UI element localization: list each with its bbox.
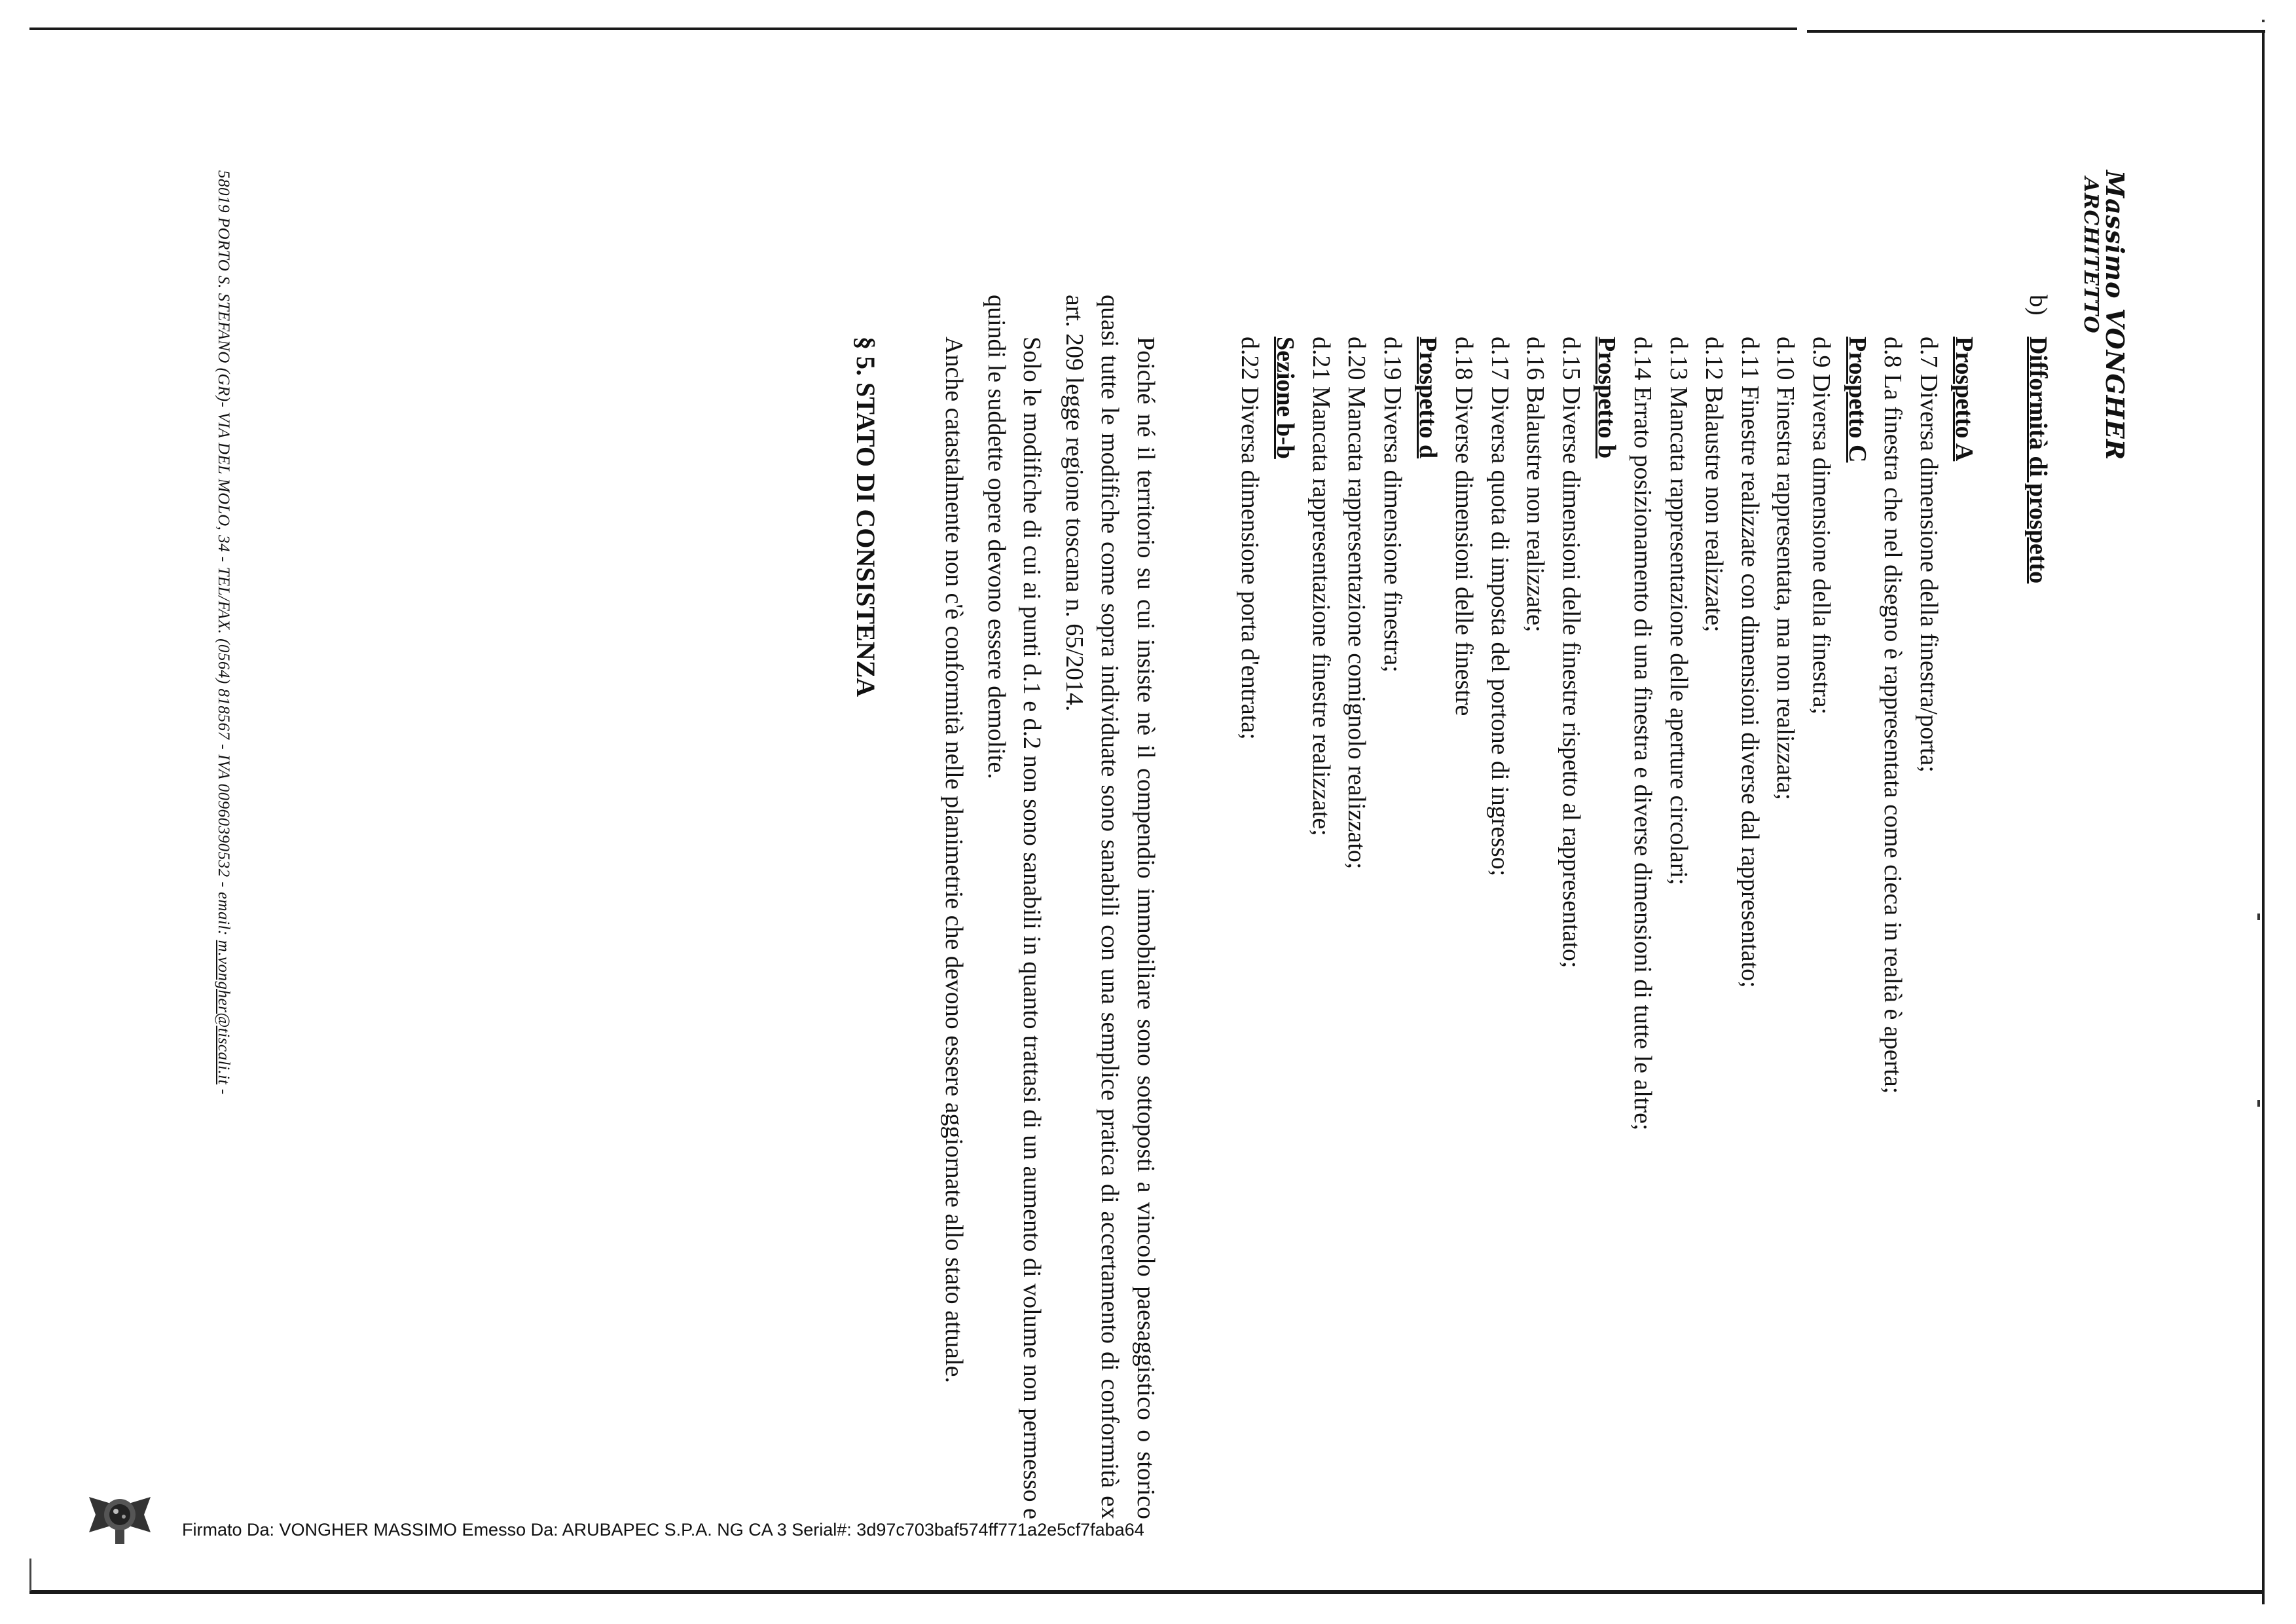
list-item: d.7 Diversa dimensione della finestra/porta; — [1914, 337, 1942, 773]
signature-line: Firmato Da: VONGHER MASSIMO Emesso Da: ARUBAPEC S.P.A. NG CA 3 Serial#: 3d97c703baf574ff771a2e5cf7faba64 — [182, 1520, 1144, 1540]
scan-border-left — [29, 1559, 31, 1591]
section-bullet: b) — [2024, 295, 2052, 316]
architect-title: ARCHITETTO — [2079, 177, 2102, 334]
list-item: d.21 Mancata rappresentazione finestre realizzate; — [1307, 337, 1335, 836]
signature-seal-icon — [84, 1479, 156, 1551]
group-heading: Prospetto C — [1843, 337, 1871, 463]
list-item: d.15 Diverse dimensioni delle finestre rispetto al rappresentato; — [1557, 337, 1585, 969]
paragraph: Anche catastalmente non c'è conformità nelle planimetrie che devono essere aggiornate allo stato attuale. — [939, 337, 968, 1383]
document-page — [190, 170, 2130, 1519]
group-heading: Prospetto A — [1950, 337, 1978, 462]
scan-mark — [2257, 913, 2260, 920]
paragraph: Solo le modifiche di cui ai punti d.1 e d.2 non sono sanabili in quanto trattasi di un aumento di volume non permesso e quindi le suddette opere devono essere demolite. — [982, 295, 1046, 1519]
group-heading: Sezione b-b — [1271, 337, 1300, 459]
list-item: d.16 Balaustre non realizzate; — [1522, 337, 1550, 633]
scan-border-top — [29, 28, 1797, 30]
list-item: d.10 Finestra rappresentata, ma non realizzata; — [1772, 337, 1800, 800]
list-item: d.9 Diversa dimensione della finestra; — [1808, 337, 1836, 715]
document-body — [848, 295, 2056, 1604]
list-item: d.22 Diversa dimensione porta d'entrata; — [1235, 337, 1264, 740]
section-title: Difformità di prospetto — [2024, 337, 2052, 584]
list-item: d.17 Diversa quota di imposta del portone di ingresso; — [1485, 337, 1514, 877]
group-heading: Prospetto d — [1414, 337, 1442, 459]
footer-email: m.vongher@tiscali.it — [215, 940, 232, 1085]
difformita-list — [1231, 337, 1982, 1604]
list-item: d.14 Errato posizionamento di una finestra e diverse dimensioni di tutte le altre; — [1629, 337, 1657, 1131]
letterhead — [2079, 170, 2130, 461]
architect-name: Massimo VONGHER — [2100, 170, 2130, 461]
list-item: d.11 Finestre realizzate con dimensioni diverse dal rappresentato; — [1736, 337, 1764, 988]
scan-mark — [2262, 20, 2265, 22]
section-heading — [2020, 295, 2056, 1604]
footer-address — [214, 170, 232, 1486]
footer-address-text: 58019 PORTO S. STEFANO (GR)- VIA DEL MOLO, 34 - TEL/FAX. (0564) 818567 - IVA 00960390532 - email: — [215, 170, 232, 940]
footer-trail: - — [215, 1084, 232, 1095]
paragraph: Poiché né il territorio su cui insiste nè il compendio immobiliare sono sottoposti a vincolo paesaggistico o storico quasi tutte le modifiche come sopra individuate sono sanabili con una semplice pratica di accertamento di conformità ex art. 209 legge regione toscana n. 65/2014. — [1060, 295, 1159, 1519]
scan-border-right — [2262, 33, 2265, 1604]
scan-mark — [2257, 1100, 2260, 1107]
list-item: d.8 La finestra che nel disegno è rappresentata come cieca in realtà è aperta; — [1879, 337, 1907, 1094]
list-item: d.18 Diverse dimensioni delle finestre — [1450, 337, 1478, 716]
chapter-heading: § 5. STATO DI CONSISTENZA — [851, 337, 881, 697]
list-item: d.20 Mancata rappresentazione comignolo realizzato; — [1343, 337, 1371, 870]
list-item: d.12 Balaustre non realizzate; — [1700, 337, 1728, 633]
group-heading: Prospetto b — [1593, 337, 1621, 459]
list-item: d.13 Mancata rappresentazione delle aperture circolari; — [1664, 337, 1692, 885]
scan-border-top-right — [1807, 30, 2265, 33]
list-item: d.19 Diversa dimensione finestra; — [1378, 337, 1406, 673]
